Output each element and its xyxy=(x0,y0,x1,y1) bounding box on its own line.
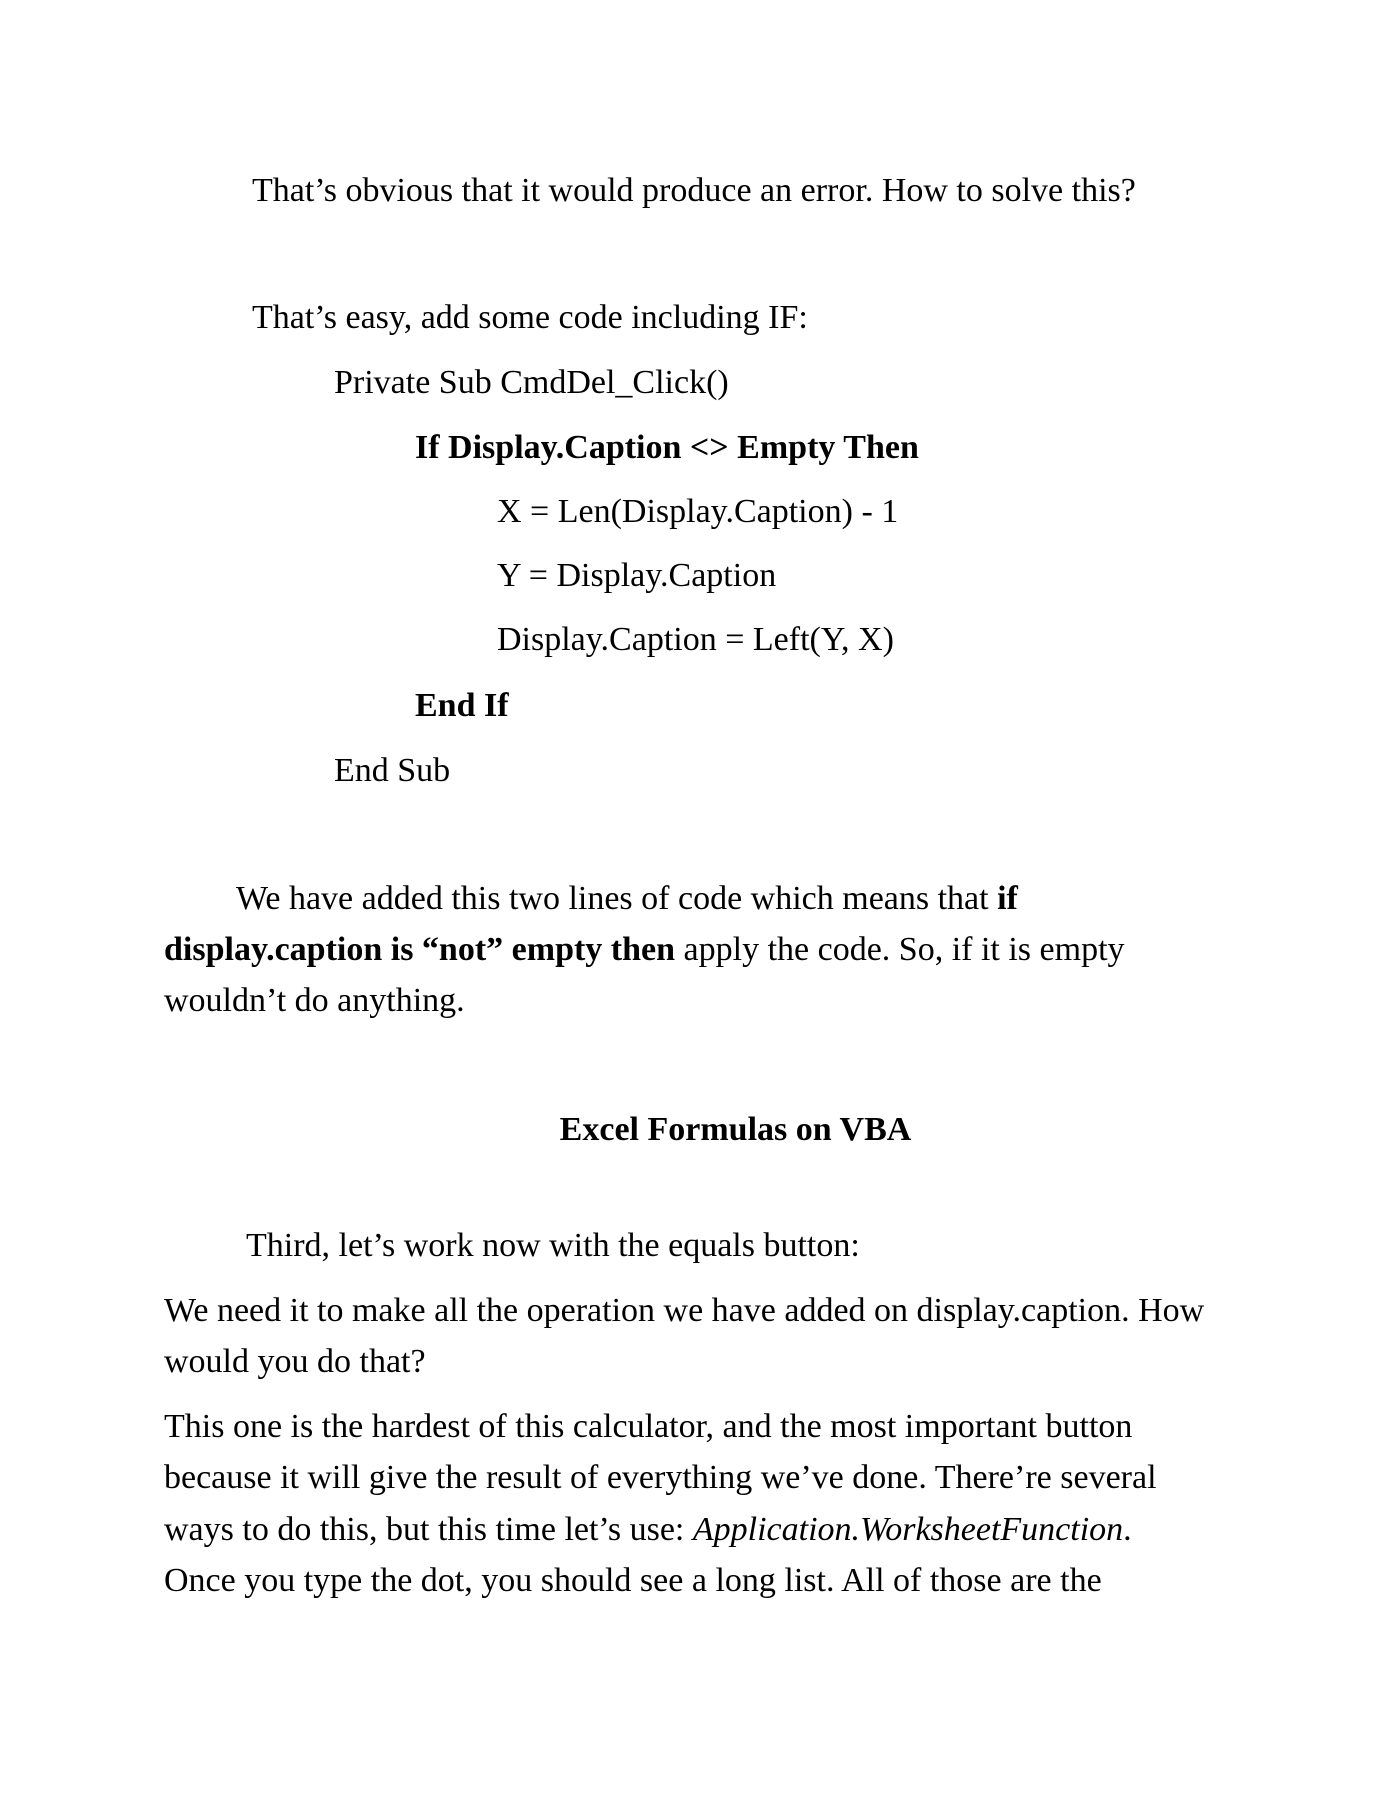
hard-text-3b: . xyxy=(1123,1511,1132,1548)
third-step-line: Third, let’s work now with the equals button: xyxy=(246,1227,860,1264)
code-sub-open: Private Sub CmdDel_Click() xyxy=(334,364,729,401)
explanation-line-3: wouldn’t do anything. xyxy=(164,982,465,1019)
code-if-open: If Display.Caption <> Empty Then xyxy=(415,429,919,466)
intro-line-1: That’s obvious that it would produce an error. How to solve this? xyxy=(252,172,1136,209)
hard-line-1: This one is the hardest of this calculator, and the most important button xyxy=(164,1408,1133,1445)
explanation-line-2 xyxy=(164,933,1125,967)
code-statement-2: Y = Display.Caption xyxy=(497,557,777,594)
explanation-text-2b: apply the code. So, if it is empty xyxy=(675,931,1125,968)
hard-line-3 xyxy=(164,1513,1132,1547)
intro-line-2: That’s easy, add some code including IF: xyxy=(252,299,808,336)
explanation-bold-if: if xyxy=(997,880,1018,917)
hard-italic-function: Application.WorksheetFunction xyxy=(692,1511,1124,1548)
need-line-2: would you do that? xyxy=(164,1343,426,1380)
code-sub-close: End Sub xyxy=(334,752,451,789)
hard-line-4: Once you type the dot, you should see a long list. All of those are the xyxy=(164,1562,1102,1599)
hard-line-2: because it will give the result of everything we’ve done. There’re several xyxy=(164,1459,1157,1496)
hard-text-3a: ways to do this, but this time let’s use: xyxy=(164,1511,693,1548)
code-statement-1: X = Len(Display.Caption) - 1 xyxy=(497,493,899,530)
explanation-text-1a: We have added this two lines of code which means that xyxy=(236,880,998,917)
code-statement-3: Display.Caption = Left(Y, X) xyxy=(497,621,894,658)
explanation-line-1 xyxy=(236,882,1018,916)
need-line-1: We need it to make all the operation we have added on display.caption. How xyxy=(164,1292,1205,1329)
explanation-bold-condition: display.caption is “not” empty then xyxy=(164,931,676,968)
code-if-close: End If xyxy=(415,687,509,724)
section-heading: Excel Formulas on VBA xyxy=(559,1111,912,1148)
